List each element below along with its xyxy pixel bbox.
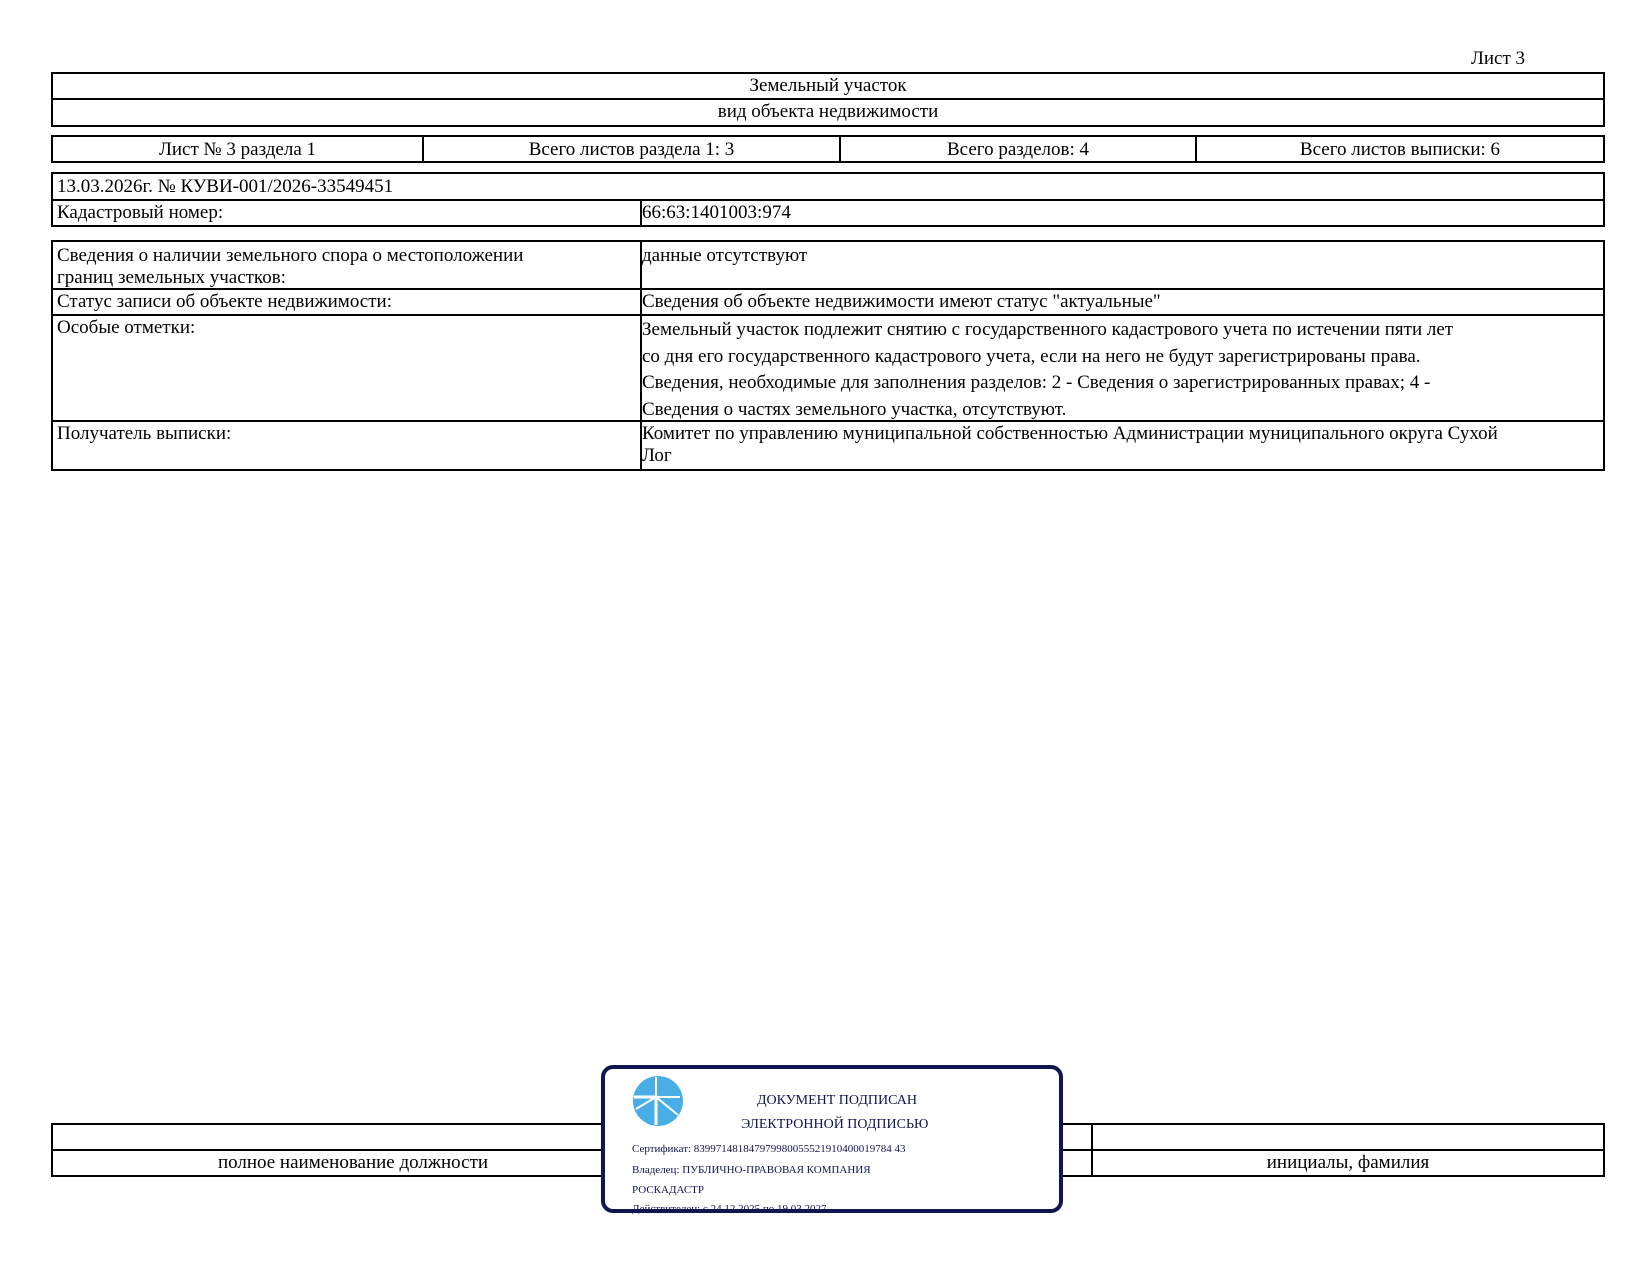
special-notes-line: Сведения, необходимые для заполнения разделов: 2 - Сведения о зарегистрированных правах; 4 - <box>642 372 1431 393</box>
stamp-certificate: Сертификат: 839971481847979980055521910400019784 43 <box>632 1143 906 1155</box>
stamp-validity: Действителен: с 24.12.2025 по 19.03.2027 <box>632 1203 827 1215</box>
stamp-owner: Владелец: ПУБЛИЧНО-ПРАВОВАЯ КОМПАНИЯ <box>632 1164 871 1176</box>
sheet-number: Лист 3 <box>1470 48 1525 69</box>
cadastral-number-label: Кадастровый номер: <box>57 202 224 223</box>
extract-sheets-total: Всего листов выписки: 6 <box>1299 139 1501 160</box>
object-type-subtitle: вид объекта недвижимости <box>717 101 939 122</box>
special-notes-line: Земельный участок подлежит снятию с государственного кадастрового учета по истечении пяти лет <box>642 319 1454 340</box>
record-status-label: Статус записи об объекте недвижимости: <box>57 291 392 312</box>
record-status-value: Сведения об объекте недвижимости имеют статус "актуальные" <box>642 291 1161 312</box>
dispute-label <box>57 245 523 289</box>
recipient-line: Лог <box>642 445 672 466</box>
stamp-owner-org: РОСКАДАСТР <box>632 1184 705 1196</box>
sheet-of-section: Лист № 3 раздела 1 <box>158 139 317 160</box>
sections-total: Всего разделов: 4 <box>946 139 1090 160</box>
special-notes-line: со дня его государственного кадастрового учета, если на него не будут зарегистрированы права. <box>642 345 1421 367</box>
object-type-header <box>51 72 1605 127</box>
details-table <box>51 240 1605 471</box>
document-number: 13.03.2026г. № КУВИ-001/2026-33549451 <box>57 176 394 197</box>
stamp-title-line1: ДОКУМЕНТ ПОДПИСАН <box>757 1093 917 1108</box>
recipient-line: Комитет по управлению муниципальной собственностью Администрации муниципального округа Сухой <box>642 423 1498 444</box>
dispute-label-line: границ земельных участков: <box>57 267 286 288</box>
name-caption: инициалы, фамилия <box>1266 1152 1430 1173</box>
position-caption: полное наименование должности <box>217 1152 489 1173</box>
recipient-value <box>642 423 1597 467</box>
sheet-counts-row <box>51 135 1605 163</box>
cadastral-number-value: 66:63:1401003:974 <box>642 202 791 223</box>
recipient-label: Получатель выписки: <box>57 423 232 444</box>
special-notes-label: Особые отметки: <box>57 317 196 338</box>
roskadastr-logo-icon <box>632 1075 684 1127</box>
special-notes-line: Сведения о частях земельного участка, отсутствуют. <box>642 398 1067 420</box>
document-id-table <box>51 172 1605 227</box>
stamp-title-line2: ЭЛЕКТРОННОЙ ПОДПИСЬЮ <box>741 1117 929 1132</box>
dispute-value: данные отсутствуют <box>642 245 808 266</box>
object-type-title: Земельный участок <box>749 75 907 96</box>
section-sheets-total: Всего листов раздела 1: 3 <box>528 139 735 160</box>
dispute-label-line: Сведения о наличии земельного спора о местоположении <box>57 245 524 266</box>
special-notes-value <box>642 317 1597 423</box>
electronic-signature-stamp <box>601 1065 1063 1213</box>
